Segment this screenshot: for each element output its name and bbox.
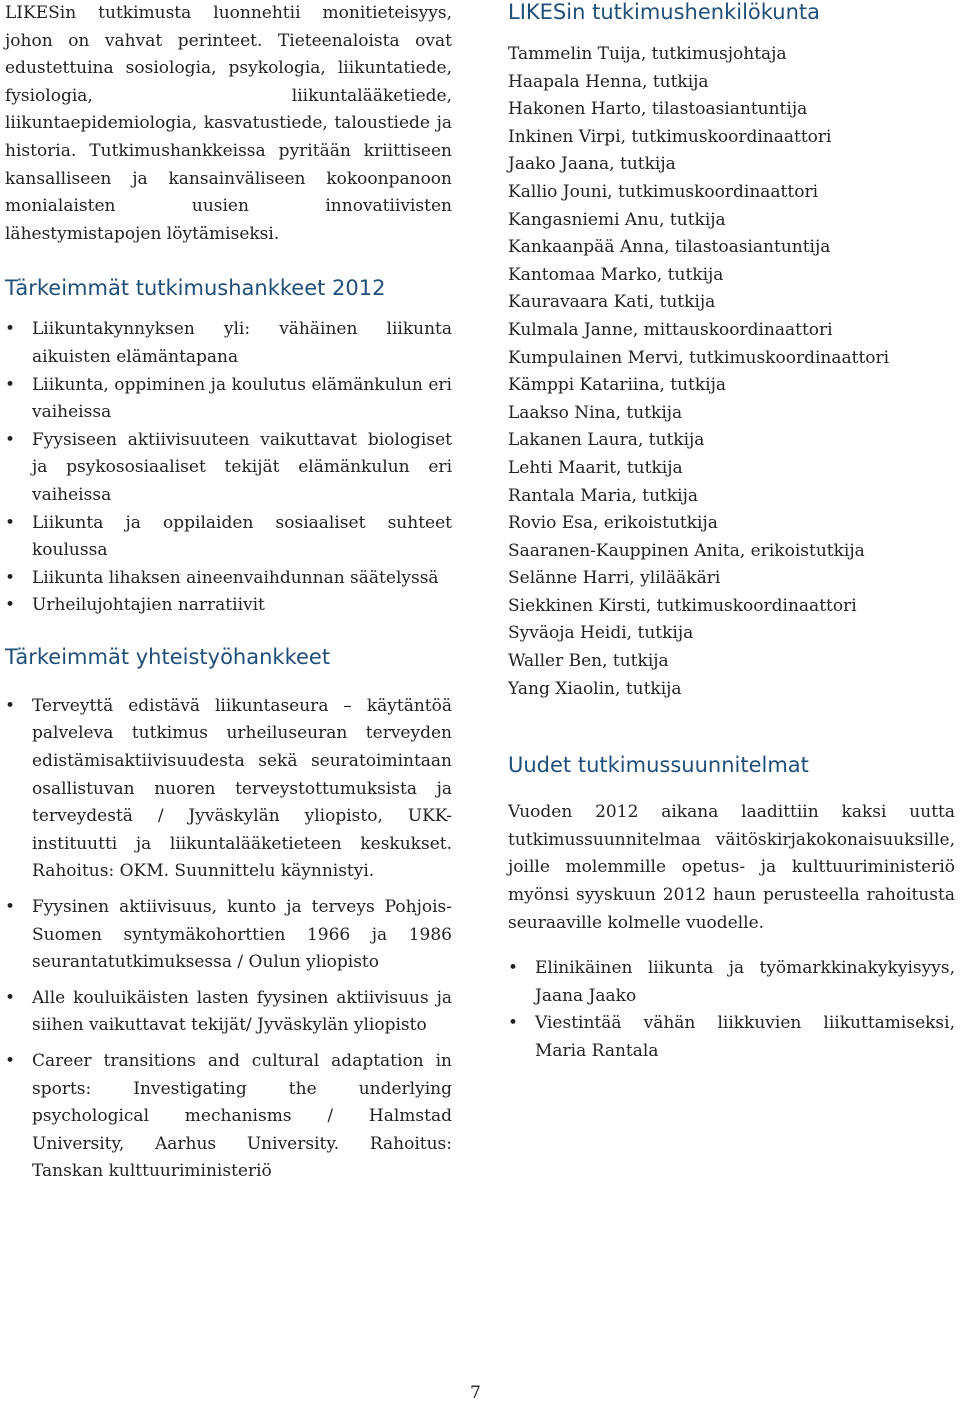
staff-item: Kallio Jouni, tutkimuskoordinaattori: [508, 181, 819, 202]
right-column: [508, 0, 955, 1066]
list-item: • Liikunta, oppiminen ja koulutus elämänkulun eri vaiheissa: [5, 372, 452, 427]
staff-item: Yang Xiaolin, tutkija: [508, 678, 682, 699]
staff-heading: LIKESin tutkimushenkilökunta: [508, 0, 821, 24]
list-item: • Fyysinen aktiivisuus, kunto ja terveys Pohjois-Suomen syntymäkohorttien 1966 ja 1986 seurantatutkimuksessa / Oulun yliopisto: [5, 894, 452, 977]
staff-item: Laakso Nina, tutkija: [508, 402, 683, 423]
list-item: • Alle kouluikäisten lasten fyysinen aktiivisuus ja siihen vaikuttavat tekijät/ Jyväskylän yliopisto: [5, 985, 452, 1040]
list-item: • Terveyttä edistävä liikuntaseura – käytäntöä palveleva tutkimus urheiluseuran terveyden edistämisaktiivisuudesta sekä seuratoimintaan osallistuvan nuoren terveystottumuksista ja terveydestä / Jyväskylän yliopisto, UKK-instituutti ja liikuntalääketieteen keskukset. Rahoitus: OKM. Suunnittelu käynnistyi.: [5, 693, 452, 886]
list-item: • Career transitions and cultural adaptation in sports: Investigating the underlying psychological mechanisms / Halmstad University, Aarhus University. Rahoitus: Tanskan kulttuuriministeriö: [5, 1048, 452, 1186]
staff-item: Rantala Maria, tutkija: [508, 485, 699, 506]
coop-list: [5, 693, 452, 1186]
list-item: • Liikunta ja oppilaiden sosiaaliset suhteet koulussa: [5, 510, 452, 565]
page-number: 7: [470, 1383, 481, 1403]
staff-item: Rovio Esa, erikoistutkija: [508, 513, 718, 534]
plans-paragraph: Vuoden 2012 aikana laadittiin kaksi uutta tutkimussuunnitelmaa väitöskirjakokonaisuuksille, joille molemmille opetus- ja kulttuuriministeriö myönsi syyskuun 2012 haun perusteella rahoitusta seuraaville kolmelle vuodelle.: [508, 802, 955, 933]
staff-item: Haapala Henna, tutkija: [508, 71, 709, 92]
plans-list: [508, 955, 955, 1065]
staff-item: Kämppi Katariina, tutkija: [508, 375, 727, 396]
staff-item: Kankaanpää Anna, tilastoasiantuntija: [508, 237, 831, 258]
list-item: • Elinikäinen liikunta ja työmarkkinakykyisyys, Jaana Jaako: [508, 955, 955, 1010]
staff-item: Siekkinen Kirsti, tutkimuskoordinaattori: [508, 595, 857, 616]
projects-heading: Tärkeimmät tutkimushankkeet 2012: [5, 276, 386, 301]
left-column: [5, 0, 452, 1186]
list-item: • Viestintää vähän liikkuvien liikuttamiseksi, Maria Rantala: [508, 1010, 955, 1065]
list-item: • Liikuntakynnyksen yli: vähäinen liikunta aikuisten elämäntapana: [5, 316, 452, 371]
staff-item: Syväoja Heidi, tutkija: [508, 623, 694, 644]
staff-item: Selänne Harri, ylilääkäri: [508, 568, 721, 589]
projects-list: [5, 316, 452, 620]
coop-heading: Tärkeimmät yhteistyöhankkeet: [5, 644, 331, 669]
staff-item: Saaranen-Kauppinen Anita, erikoistutkija: [508, 540, 865, 561]
staff-item: Jaako Jaana, tutkija: [508, 154, 676, 175]
staff-item: Waller Ben, tutkija: [508, 651, 669, 672]
staff-item: Kumpulainen Mervi, tutkimuskoordinaattori: [508, 347, 890, 368]
staff-item: Lakanen Laura, tutkija: [508, 430, 705, 451]
staff-list: [508, 41, 955, 703]
plans-heading: Uudet tutkimussuunnitelmat: [508, 753, 809, 778]
list-item: • Urheilujohtajien narratiivit: [5, 592, 452, 620]
staff-item: Lehti Maarit, tutkija: [508, 457, 683, 478]
staff-item: Hakonen Harto, tilastoasiantuntija: [508, 99, 808, 120]
staff-item: Inkinen Virpi, tutkimuskoordinaattori: [508, 126, 832, 147]
staff-item: Kulmala Janne, mittauskoordinaattori: [508, 319, 833, 340]
list-item: • Fyysiseen aktiivisuuteen vaikuttavat biologiset ja psykososiaaliset tekijät elämänkulun eri vaiheissa: [5, 427, 452, 510]
list-item: • Liikunta lihaksen aineenvaihdunnan säätelyssä: [5, 565, 452, 593]
staff-item: Tammelin Tuija, tutkimusjohtaja: [508, 44, 787, 64]
intro-paragraph: LIKESin tutkimusta luonnehtii monitieteisyys, johon on vahvat perinteet. Tieteenaloista ovat edustettuina sosiologia, psykologia, liikuntatiede, fysiologia, liikuntalääketiede, liikuntaepidemiologia, kasvatustiede, taloustiede ja historia. Tutkimushankkeissa pyritään kriittiseen kansalliseen ja kansainväliseen kokoonpanoon monialaisten uusien innovatiivisten lähestymistapojen löytämiseksi.: [5, 3, 452, 244]
staff-item: Kangasniemi Anu, tutkija: [508, 209, 726, 230]
staff-item: Kauravaara Kati, tutkija: [508, 292, 716, 313]
staff-item: Kantomaa Marko, tutkija: [508, 264, 724, 285]
